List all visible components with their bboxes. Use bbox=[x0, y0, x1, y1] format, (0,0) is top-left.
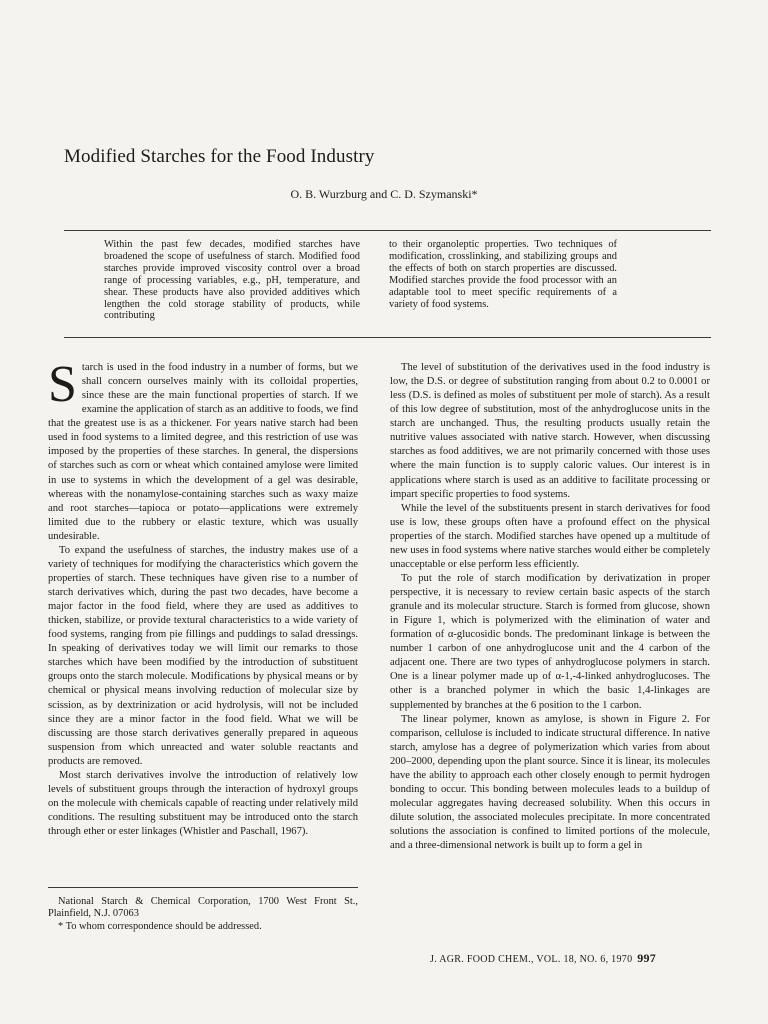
paragraph-text: tarch is used in the food industry in a number of forms, but we shall concern ourselves mainly with its colloidal properties, since these are the main functional properties of starch. If we examine the application of starch as an additive to foods, we find that the greatest use is as a thickener. For years native starch had been used in food systems to a limited degree, and this restriction of use was imposed by the properties of these starches. In general, the dispersions of starches such as corn or wheat which contained amylose were limited in use to systems in which the development of a gel was desirable, whereas with the nonamylose-containing starches such as waxy maize and root starches—tapioca or potato—applications were extremely limited due to the rubbery or elastic texture, which was usually undesirable. bbox=[48, 362, 358, 542]
footnote-affiliation: National Starch & Chemical Corporation, 1700 West Front St., Plainfield, N.J. 07063 bbox=[48, 896, 358, 920]
body-paragraph: While the level of the substituents present in starch derivatives for food use is low, these groups often have a profound effect on the physical properties of the starch. Modified starches have opened up a multitude of new uses in food systems where native starches would either be completely unacceptable or else perform less efficiently. bbox=[390, 502, 710, 570]
body-paragraph: To expand the usefulness of starches, the industry makes use of a variety of techniques for modifying the characteristics which govern the properties of starch. These techniques have given rise to a number of starch derivatives which, during the past two decades, have become a major factor in the food field, where they are used as additives to thicken, stabilize, or provide textural characteristics to a wide variety of food systems, ranging from pie fillings and puddings to salad dressings. In speaking of derivatives today we will limit our remarks to those starches which have been modified by the introduction of substituent groups onto the starch molecule. Modifications by physical means or by chemical or physical means involving reduction of molecular size by scission, as by dextrinization or acid hydrolysis, will not be included since they are a minor factor in the food field. What we will be discussing are those starch derivatives generally prepared in aqueous suspension from which unreacted and water soluble reactants and products are removed. bbox=[48, 544, 358, 767]
abstract-top-rule bbox=[64, 230, 711, 231]
body-paragraph: The linear polymer, known as amylose, is shown in Figure 2. For comparison, cellulose is included to indicate structural difference. In native starch, amylose has a degree of polymerization which varies from about 200–2000, depending upon the plant source. Since it is linear, its molecules have the ability to approach each other closely enough to permit hydrogen bonding to occur. This bonding between molecules leads to a buildup of molecular aggregates having decreased solubility. When this occurs in dilute solution, the associated molecules precipitate. In more concentrated solutions the association is confined to limited portions of the molecule, and a three-dimensional network is built up to form a gel in bbox=[390, 713, 710, 852]
article-authors: O. B. Wurzburg and C. D. Szymanski* bbox=[290, 187, 478, 201]
footnote bbox=[48, 896, 358, 933]
abstract-text-left: Within the past few decades, modified starches have broadened the scope of usefulness of starch. Modified food starches provide improved viscosity control over a broad range of processing variables, e.g., pH, temperature, and shear. These products have also provided additives which lengthen the cold storage stability of products, while contributing bbox=[104, 239, 360, 322]
abstract-right-column bbox=[389, 239, 617, 310]
body-paragraph: Most starch derivatives involve the introduction of relatively low levels of substituent groups through the interaction of hydroxyl groups on the molecule with chemicals capable of reacting under relatively mild conditions. The resulting substituent may be introduced onto the starch through ether or ester linkages (Whistler and Paschall, 1967). bbox=[48, 769, 358, 838]
body-paragraph: The level of substitution of the derivatives used in the food industry is low, the D.S. or degree of substitution ranging from about 0.2 to 0.0001 or less (D.S. is defined as moles of substituent per mole of starch). As a result of this low degree of substitution, most of the anhydroglucose units in the starch are unchanged. Thus, the resulting products usually retain the nutritive values associated with native starch. However, when discussing starches as food additives, we are not primarily concerned with those uses where the main function is to supply caloric values. Our interest is in applications where starch is used as an additive to facilitate processing or impart specific properties to food systems. bbox=[390, 362, 710, 500]
footnote-correspondence: * To whom correspondence should be addressed. bbox=[58, 920, 262, 932]
abstract-left-column bbox=[104, 239, 360, 322]
page-number: 997 bbox=[637, 951, 657, 965]
drop-cap: S bbox=[48, 356, 77, 413]
body-left-column bbox=[48, 356, 358, 839]
journal-citation: J. AGR. FOOD CHEM., VOL. 18, NO. 6, 1970 bbox=[430, 954, 633, 965]
body-paragraph: To put the role of starch modification by derivatization in proper perspective, it is necessary to review certain basic aspects of the starch granule and its molecular structure. Starch is formed from glucose, shown in Figure 1, which is polymerized with the elimination of water and formation of α-glucosidic bonds. The predominant linkage is between the number 1 carbon of one anhydroglucose unit and the 4 carbon of the adjacent one. There are two types of anhydroglucose polymers in starch. One is a linear polymer made up of α-1,-4-linked anhydroglucoses. The other is a branched polymer in which the basic 1,4-linkages are supplemented by branches at the 6 position to the 1 carbon. bbox=[390, 572, 710, 711]
abstract-text-right: to their organoleptic properties. Two techniques of modification, crosslinking, and stabilizing groups and the effects of both on starch properties are discussed. Modified starches provide the food processor with an adaptable tool to meet specific requirements of a variety of food systems. bbox=[389, 239, 617, 310]
abstract-bottom-rule bbox=[64, 337, 711, 338]
footnote-rule bbox=[48, 887, 358, 888]
body-paragraph bbox=[48, 356, 358, 544]
article-title: Modified Starches for the Food Industry bbox=[64, 146, 375, 167]
body-right-column bbox=[390, 361, 710, 853]
running-footer bbox=[430, 951, 656, 966]
